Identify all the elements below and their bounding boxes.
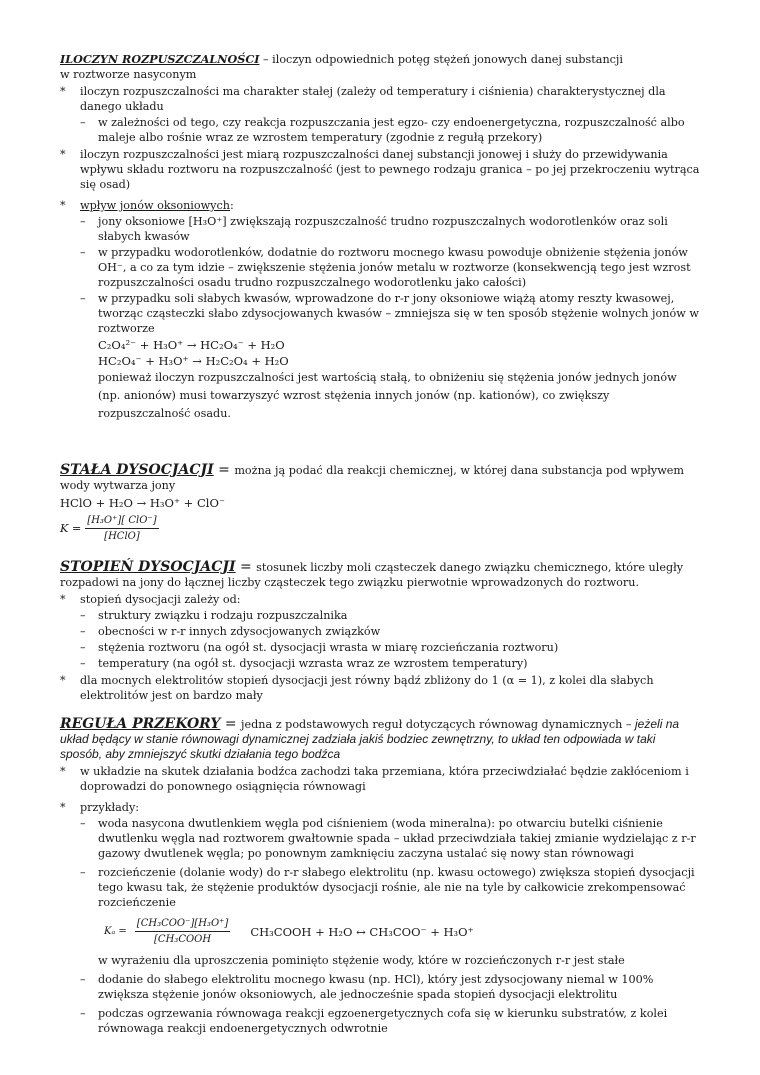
list-item: – w przypadku soli słabych kwasów, wprowadzone do r-r jony oksoniowe wiążą atomy reszty kwasowej, tworząc cząsteczki słabo zdysocjowanych kwasów – zmniejsza się w ten sposób stężenie wolnych jonów w roztworze C₂O₄²⁻ + H₃O⁺ → HC₂O₄⁻ + H₂O HC₂O₄⁻ + H₃O⁺ → H₂C₂O₄ + H₂O ponieważ iloczyn rozpuszczalności jest wartością stałą, to obniżeniu się stężenia jonów jednych jonów (np. anionów) musi towarzyszyć wzrost stężenia innych jonów (np. kationów), co zwiększy rozpuszczalność osadu. <box>80 292 699 420</box>
equation: HClO + H₂O → H₃O⁺ + ClO⁻ <box>60 496 225 510</box>
list-item: – struktury związku i rodzaju rozpuszczalnika <box>80 609 348 622</box>
section-solubility-product <box>60 52 700 423</box>
list-item: * stopień dysocjacji zależy od: – struktury związku i rodzaju rozpuszczalnika – obecności w r-r innych zdysocjowanych związków – stężenia roztworu (na ogół st. dysocjacji wrasta w miarę rozcieńczania roztworu) – temperatury (na ogół st. dysocjacji wzrasta wraz ze wzrostem temperatury) <box>60 592 700 671</box>
document-page <box>60 52 700 1036</box>
sub-list <box>80 214 700 423</box>
formula-ka: Kₐ = $\frac{\text{[CH₃COO⁻][H₃O⁺]}}{\text{[CH₃COOH}}$ CH₃COOH + H₂O ↔ CH₃COO⁻ + H₃O⁺ <box>104 918 474 945</box>
asterisk-bullet: * <box>60 148 66 161</box>
sub-list <box>80 608 700 671</box>
list-item: * przykłady: – woda nasycona dwutlenkiem węgla pod ciśnieniem (woda mineralna): po otwarciu butelki ciśnienie dwutlenku węgla nad roztworem gwałtownie spada – układ przeciwdziała takiej zmianie wydzielając z r-r gazowy dwutlenek węgla; po ponownym zamknięciu zaczyna ustalać się nowy stan równowagi – rozcieńczenie (dolanie wody) do r-r słabego elektrolitu (np. kwasu octowego) zwiększa stopień dysocjacji tego kwasu tak, że stężenie produktów dysocjacji rośnie, ale nie na tyle by całkowicie zrekompensować rozcieńczenie Kₐ = $\frac{\text{[CH₃COO⁻][H₃O⁺]}}{\text{[CH₃COOH}}$ CH₃COOH + H₂O ↔ CH₃COO⁻ + H₃O⁺ w wyrażeniu dla uproszczenia pominięto stężenie wody, które w rozcieńczonych r-r jest stałe – dodanie do słabego elektrolitu mocnego kwasu (np. HCl), który jest zdysocjowany niemal w 100% zwiększa stężenie jonów oksoniowych, ale jednocześnie spada stopień dysocjacji elektrolitu – podczas ogrzewania równowaga reakcji egzoenergetycznych cofa się w kierunku substratów, z kolei równowaga reakcji endoenergetycznych odwrotnie <box>60 800 700 1036</box>
asterisk-bullet: * <box>60 199 66 212</box>
asterisk-bullet: * <box>60 593 66 606</box>
list-item: – stężenia roztworu (na ogół st. dysocjacji wrasta w miarę rozcieńczania roztworu) <box>80 641 559 654</box>
formula-k: K = $\frac{\text{[H₃O⁺][ ClO⁻]}}{\text{[HClO]}}$ <box>60 515 157 542</box>
section-title: STAŁA DYSOCJACJI <box>60 462 214 478</box>
list-item: – w przypadku wodorotlenków, dodatnie do roztworu mocnego kwasu powoduje obniżenie stężenia jonów OH⁻, a co za tym idzie – zwiększenie stężenia jonów metalu w roztworze (konsekwencją tego jest wzrost rozpuszczalności osadu trudno rozpuszczalnego wodorotlenku jako całości) <box>80 246 691 289</box>
asterisk-bullet: * <box>60 85 66 98</box>
equation: CH₃COOH + H₂O ↔ CH₃COO⁻ + H₃O⁺ <box>250 924 474 939</box>
list-item: * iloczyn rozpuszczalności jest miarą rozpuszczalności danej substancji jonowej i służy do przewidywania wpływu składu roztworu na rozpuszczalność (jest to pewnego rodzaju granica – po jej przekroczeniu wytrąca się osad) <box>60 148 700 191</box>
list-item: – obecności w r-r innych zdysocjowanych związków <box>80 625 381 638</box>
equation: HC₂O₄⁻ + H₃O⁺ → H₂C₂O₄ + H₂O <box>98 354 289 368</box>
section-title: REGUŁA PRZEKORY <box>60 716 221 732</box>
list-item: – woda nasycona dwutlenkiem węgla pod ciśnieniem (woda mineralna): po otwarciu butelki ciśnienie dwutlenku węgla nad roztworem gwałtownie spada – układ przeciwdziała takiej zmianie wydzielając z r-r gazowy dwutlenek węgla; po ponownym zamknięciu zaczyna ustalać się nowy stan równowagi <box>80 817 696 860</box>
asterisk-bullet: * <box>60 765 66 778</box>
asterisk-bullet: * <box>60 801 66 814</box>
list-item: * wpływ jonów oksoniowych: – jony oksoniowe [H₃O⁺] zwiększają rozpuszczalność trudno rozpuszczalnych wodorotlenków oraz soli słabych kwasów – w przypadku wodorotlenków, dodatnie do roztworu mocnego kwasu powoduje obniżenie stężenia jonów OH⁻, a co za tym idzie – zwiększenie stężenia jonów metalu w roztworze (konsekwencją tego jest wzrost rozpuszczalności osadu trudno rozpuszczalnego wodorotlenku jako całości) – w przypadku soli słabych kwasów, wprowadzone do r-r jony oksoniowe wiążą atomy reszty kwasowej, tworząc cząsteczki słabo zdysocjowanych kwasów – zmniejsza się w ten sposób stężenie wolnych jonów w roztworze C₂O₄²⁻ + H₃O⁺ → HC₂O₄⁻ + H₂O HC₂O₄⁻ + H₃O⁺ → H₂C₂O₄ + H₂O ponieważ iloczyn rozpuszczalności jest wartością stałą, to obniżeniu się stężenia jonów jednych jonów (np. anionów) musi towarzyszyć wzrost stężenia innych jonów (np. kationów), co zwiększy rozpuszczalność osadu. <box>60 198 700 423</box>
sub-list <box>80 115 700 145</box>
list-item: * dla mocnych elektrolitów stopień dysocjacji jest równy bądź zbliżony do 1 (α = 1), z kolei dla słabych elektrolitów jest on bardzo mały <box>60 674 654 702</box>
section-title: ILOCZYN ROZPUSZCZALNOŚCI <box>60 52 260 66</box>
section-title: STOPIEŃ DYSOCJACJI <box>60 559 236 575</box>
section-le-chatelier: REGUŁA PRZEKORY = jedna z podstawowych reguł dotyczących równowag dynamicznych – jeżeli na układ będący w stanie równowagi dynamicznej zadziała jakiś bodziec zewnętrzny, to układ ten odpowiada w taki sposób, aby zmniejszyć skutki działania tego bodźca * w układzie na skutek działania bodźca zachodzi taka przemiana, która przeciwdziałać będzie zakłóceniom i doprowadzi do ponownego osiągnięcia równowagi * przykłady: – woda nasycona dwutlenkiem węgla pod ciśnieniem (woda mineralna): po otwarciu butelki ciśnienie dwutlenku węgla nad roztworem gwałtownie spada – układ przeciwdziała takiej zmianie wydzielając z r-r gazowy dwutlenek węgla; po ponownym zamknięciu zaczyna ustalać się nowy stan równowagi – rozcieńczenie (dolanie wody) do r-r słabego elektrolitu (np. kwasu octowego) zwiększa stopień dysocjacji tego kwasu tak, że stężenie produktów dysocjacji rośnie, ale nie na tyle by całkowicie zrekompensować rozcieńczenie Kₐ = $\frac{\text{[CH₃COO⁻][H₃O⁺]}}{\text{[CH₃COOH}}$ CH₃COOH + H₂O ↔ CH₃COO⁻ + H₃O⁺ w wyrażeniu dla uproszczenia pominięto stężenie wody, które w rozcieńczonych r-r jest stałe – dodanie do słabego elektrolitu mocnego kwasu (np. HCl), który jest zdysocjowany niemal w 100% zwiększa stężenie jonów oksoniowych, ale jednocześnie spada stopień dysocjacji elektrolitu – podczas ogrzewania równowaga reakcji egzoenergetycznych cofa się w kierunku substratów, z kolei równowaga reakcji endoenergetycznych odwrotnie <box>60 717 700 1036</box>
list-item: – temperatury (na ogół st. dysocjacji wzrasta wraz ze wzrostem temperatury) <box>80 657 528 670</box>
list-item: – dodanie do słabego elektrolitu mocnego kwasu (np. HCl), który jest zdysocjowany niemal w 100% zwiększa stężenie jonów oksoniowych, ale jednocześnie spada stopień dysocjacji elektrolitu <box>80 973 654 1001</box>
list-item: – w zależności od tego, czy reakcja rozpuszczania jest egzo- czy endoenergetyczna, rozpuszczalność albo maleje albo rośnie wraz ze wzrostem temperatury (zgodnie z regułą przekory) <box>80 116 685 144</box>
equation: C₂O₄²⁻ + H₃O⁺ → HC₂O₄⁻ + H₂O <box>98 338 285 352</box>
sub-list <box>80 816 700 1036</box>
equations <box>98 337 700 369</box>
bullet-list <box>60 84 700 423</box>
list-item: – podczas ogrzewania równowaga reakcji egzoenergetycznych cofa się w kierunku substratów, z kolei równowaga reakcji endoenergetycznych odwrotnie <box>80 1007 668 1035</box>
list-item: – jony oksoniowe [H₃O⁺] zwiększają rozpuszczalność trudno rozpuszczalnych wodorotlenków oraz soli słabych kwasów <box>80 215 668 243</box>
asterisk-bullet: * <box>60 674 66 687</box>
list-item: – rozcieńczenie (dolanie wody) do r-r słabego elektrolitu (np. kwasu octowego) zwiększa stopień dysocjacji tego kwasu tak, że stężenie produktów dysocjacji rośnie, ale nie na tyle by całkowicie zrekompensować rozcieńczenie Kₐ = $\frac{\text{[CH₃COO⁻][H₃O⁺]}}{\text{[CH₃COOH}}$ CH₃COOH + H₂O ↔ CH₃COO⁻ + H₃O⁺ w wyrażeniu dla uproszczenia pominięto stężenie wody, które w rozcieńczonych r-r jest stałe <box>80 865 700 968</box>
section-dissociation-degree: STOPIEŃ DYSOCJACJI = stosunek liczby moli cząsteczek danego związku chemicznego, które uległy rozpadowi na jony do łącznej liczby cząsteczek tego związku pierwotnie wprowadzonych do roztworu. * stopień dysocjacji zależy od: – struktury związku i rodzaju rozpuszczalnika – obecności w r-r innych zdysocjowanych związków – stężenia roztworu (na ogół st. dysocjacji wrasta w miarę rozcieńczania roztworu) – temperatury (na ogół st. dysocjacji wzrasta wraz ze wzrostem temperatury) * dla mocnych elektrolitów stopień dysocjacji jest równy bądź zbliżony do 1 (α = 1), z kolei dla słabych elektrolitów jest on bardzo mały <box>60 560 700 703</box>
section-dissociation-constant: STAŁA DYSOCJACJI = można ją podać dla reakcji chemicznej, w której dana substancja pod wpływem wody wytwarza jony HClO + H₂O → H₃O⁺ + ClO⁻ K = $\frac{\text{[H₃O⁺][ ClO⁻]}}{\text{[HClO]}}$ <box>60 463 700 544</box>
bullet-list <box>60 592 700 703</box>
list-item: * w układzie na skutek działania bodźca zachodzi taka przemiana, która przeciwdziałać będzie zakłóceniom i doprowadzi do ponownego osiągnięcia równowagi <box>60 765 689 793</box>
bullet-list <box>60 764 700 1036</box>
list-item: * iloczyn rozpuszczalności ma charakter stałej (zależy od temperatury i ciśnienia) charakterystycznej dla danego układu – w zależności od tego, czy reakcja rozpuszczania jest egzo- czy endoenergetyczna, rozpuszczalność albo maleje albo rośnie wraz ze wzrostem temperatury (zgodnie z regułą przekory) <box>60 84 700 145</box>
section-definition: ILOCZYN ROZPUSZCZALNOŚCI – iloczyn odpowiednich potęg stężeń jonowych danej substancji w roztworze nasyconym <box>60 52 623 81</box>
